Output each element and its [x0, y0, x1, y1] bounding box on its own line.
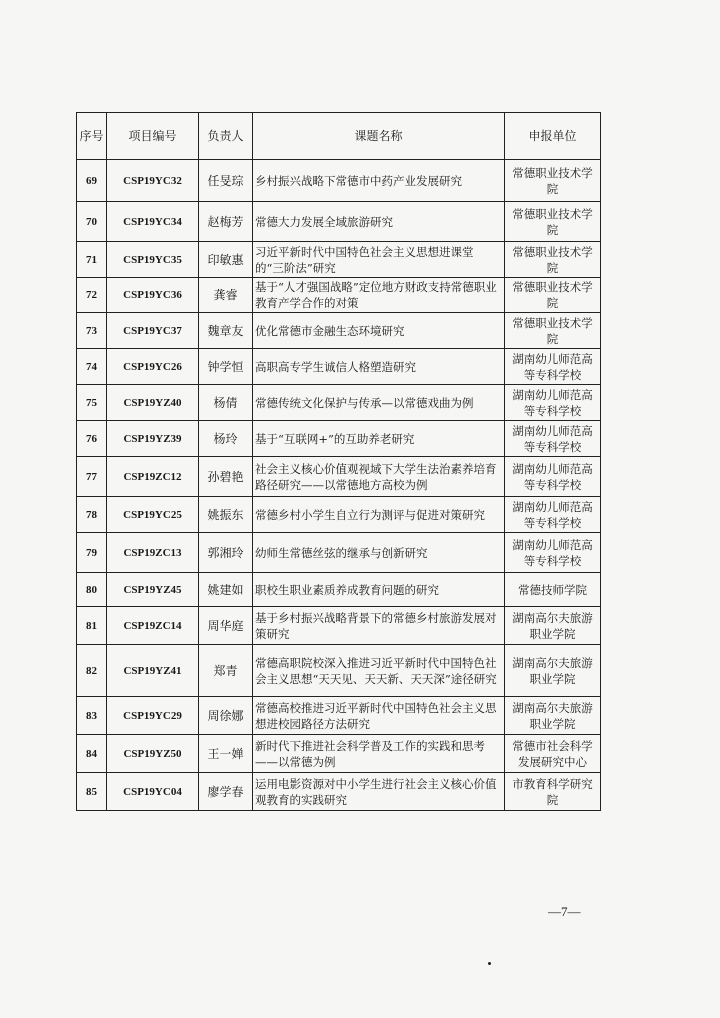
table-row [77, 202, 601, 242]
table-row [77, 645, 601, 697]
applicant-unit: 常德职业技术学院 [505, 242, 601, 278]
project-title: 新时代下推进社会科学普及工作的实践和思考——以常德为例 [253, 735, 505, 773]
applicant-unit: 湖南高尔夫旅游职业学院 [505, 697, 601, 735]
row-number: 77 [77, 457, 107, 497]
table-row [77, 573, 601, 607]
project-title: 职校生职业素质养成教育问题的研究 [253, 573, 505, 607]
row-number: 78 [77, 497, 107, 533]
table-row [77, 533, 601, 573]
header-person: 负责人 [199, 113, 253, 160]
project-code: CSP19YC25 [107, 497, 199, 533]
applicant-unit: 常德职业技术学院 [505, 160, 601, 202]
person-in-charge: 王一婵 [199, 735, 253, 773]
project-code: CSP19ZC14 [107, 607, 199, 645]
row-number: 73 [77, 313, 107, 349]
project-code: CSP19YC04 [107, 773, 199, 811]
scan-speck [488, 962, 491, 965]
project-code: CSP19YZ45 [107, 573, 199, 607]
person-in-charge: 龚睿 [199, 278, 253, 313]
person-in-charge: 赵梅芳 [199, 202, 253, 242]
header-title: 课题名称 [253, 113, 505, 160]
row-number: 72 [77, 278, 107, 313]
table-row [77, 607, 601, 645]
person-in-charge: 任旻琮 [199, 160, 253, 202]
row-number: 85 [77, 773, 107, 811]
row-number: 71 [77, 242, 107, 278]
table-row [77, 497, 601, 533]
project-title: 基于乡村振兴战略背景下的常德乡村旅游发展对策研究 [253, 607, 505, 645]
applicant-unit: 常德职业技术学院 [505, 278, 601, 313]
row-number: 70 [77, 202, 107, 242]
row-number: 69 [77, 160, 107, 202]
person-in-charge: 周徐娜 [199, 697, 253, 735]
person-in-charge: 郭湘玲 [199, 533, 253, 573]
applicant-unit: 市教育科学研究院 [505, 773, 601, 811]
project-code: CSP19YZ40 [107, 385, 199, 421]
table-row [77, 385, 601, 421]
applicant-unit: 湖南幼儿师范高等专科学校 [505, 497, 601, 533]
project-title: 常德乡村小学生自立行为测评与促进对策研究 [253, 497, 505, 533]
applicant-unit: 常德市社会科学发展研究中心 [505, 735, 601, 773]
project-code: CSP19ZC13 [107, 533, 199, 573]
applicant-unit: 湖南幼儿师范高等专科学校 [505, 385, 601, 421]
table-row [77, 421, 601, 457]
table-row [77, 457, 601, 497]
row-number: 82 [77, 645, 107, 697]
applicant-unit: 常德职业技术学院 [505, 202, 601, 242]
table-header-row [77, 113, 601, 160]
project-code: CSP19YZ50 [107, 735, 199, 773]
applicant-unit: 常德技师学院 [505, 573, 601, 607]
applicant-unit: 常德职业技术学院 [505, 313, 601, 349]
project-title: 常德高职院校深入推进习近平新时代中国特色社会主义思想“天天见、天天新、天天深”途径研究 [253, 645, 505, 697]
project-title: 高职高专学生诚信人格塑造研究 [253, 349, 505, 385]
row-number: 84 [77, 735, 107, 773]
project-code: CSP19YZ39 [107, 421, 199, 457]
project-title: 习近平新时代中国特色社会主义思想进课堂的“三阶法”研究 [253, 242, 505, 278]
page-number: —7— [548, 904, 581, 919]
table-row [77, 313, 601, 349]
project-title: 优化常德市金融生态环境研究 [253, 313, 505, 349]
project-title: 幼师生常德丝弦的继承与创新研究 [253, 533, 505, 573]
table-row [77, 697, 601, 735]
project-title: 基于“互联网+”的互助养老研究 [253, 421, 505, 457]
person-in-charge: 姚振东 [199, 497, 253, 533]
row-number: 81 [77, 607, 107, 645]
person-in-charge: 姚建如 [199, 573, 253, 607]
project-code: CSP19YC32 [107, 160, 199, 202]
table-row [77, 773, 601, 811]
row-number: 75 [77, 385, 107, 421]
project-code: CSP19YC34 [107, 202, 199, 242]
person-in-charge: 杨玲 [199, 421, 253, 457]
project-title: 常德传统文化保护与传承—以常德戏曲为例 [253, 385, 505, 421]
row-number: 74 [77, 349, 107, 385]
project-table [76, 112, 601, 811]
person-in-charge: 廖学春 [199, 773, 253, 811]
person-in-charge: 钟学恒 [199, 349, 253, 385]
project-code: CSP19ZC12 [107, 457, 199, 497]
project-code: CSP19YC35 [107, 242, 199, 278]
applicant-unit: 湖南高尔夫旅游职业学院 [505, 607, 601, 645]
table-row [77, 349, 601, 385]
header-code: 项目编号 [107, 113, 199, 160]
project-title: 常德高校推进习近平新时代中国特色社会主义思想进校园路径方法研究 [253, 697, 505, 735]
person-in-charge: 印敏惠 [199, 242, 253, 278]
table-row [77, 278, 601, 313]
applicant-unit: 湖南高尔夫旅游职业学院 [505, 645, 601, 697]
person-in-charge: 魏章友 [199, 313, 253, 349]
table-row [77, 242, 601, 278]
person-in-charge: 孙碧艳 [199, 457, 253, 497]
applicant-unit: 湖南幼儿师范高等专科学校 [505, 349, 601, 385]
table-row [77, 160, 601, 202]
row-number: 80 [77, 573, 107, 607]
project-title: 基于“人才强国战略”定位地方财政支持常德职业教育产学合作的对策 [253, 278, 505, 313]
project-title: 乡村振兴战略下常德市中药产业发展研究 [253, 160, 505, 202]
project-title: 社会主义核心价值观视域下大学生法治素养培育路径研究——以常德地方高校为例 [253, 457, 505, 497]
person-in-charge: 杨倩 [199, 385, 253, 421]
project-code: CSP19YC36 [107, 278, 199, 313]
header-unit: 申报单位 [505, 113, 601, 160]
person-in-charge: 周华庭 [199, 607, 253, 645]
project-code: CSP19YC26 [107, 349, 199, 385]
header-no: 序号 [77, 113, 107, 160]
project-code: CSP19YC37 [107, 313, 199, 349]
project-code: CSP19YC29 [107, 697, 199, 735]
person-in-charge: 郑青 [199, 645, 253, 697]
project-title: 常德大力发展全域旅游研究 [253, 202, 505, 242]
table-row [77, 735, 601, 773]
row-number: 83 [77, 697, 107, 735]
applicant-unit: 湖南幼儿师范高等专科学校 [505, 457, 601, 497]
row-number: 79 [77, 533, 107, 573]
row-number: 76 [77, 421, 107, 457]
applicant-unit: 湖南幼儿师范高等专科学校 [505, 533, 601, 573]
project-title: 运用电影资源对中小学生进行社会主义核心价值观教育的实践研究 [253, 773, 505, 811]
applicant-unit: 湖南幼儿师范高等专科学校 [505, 421, 601, 457]
project-code: CSP19YZ41 [107, 645, 199, 697]
